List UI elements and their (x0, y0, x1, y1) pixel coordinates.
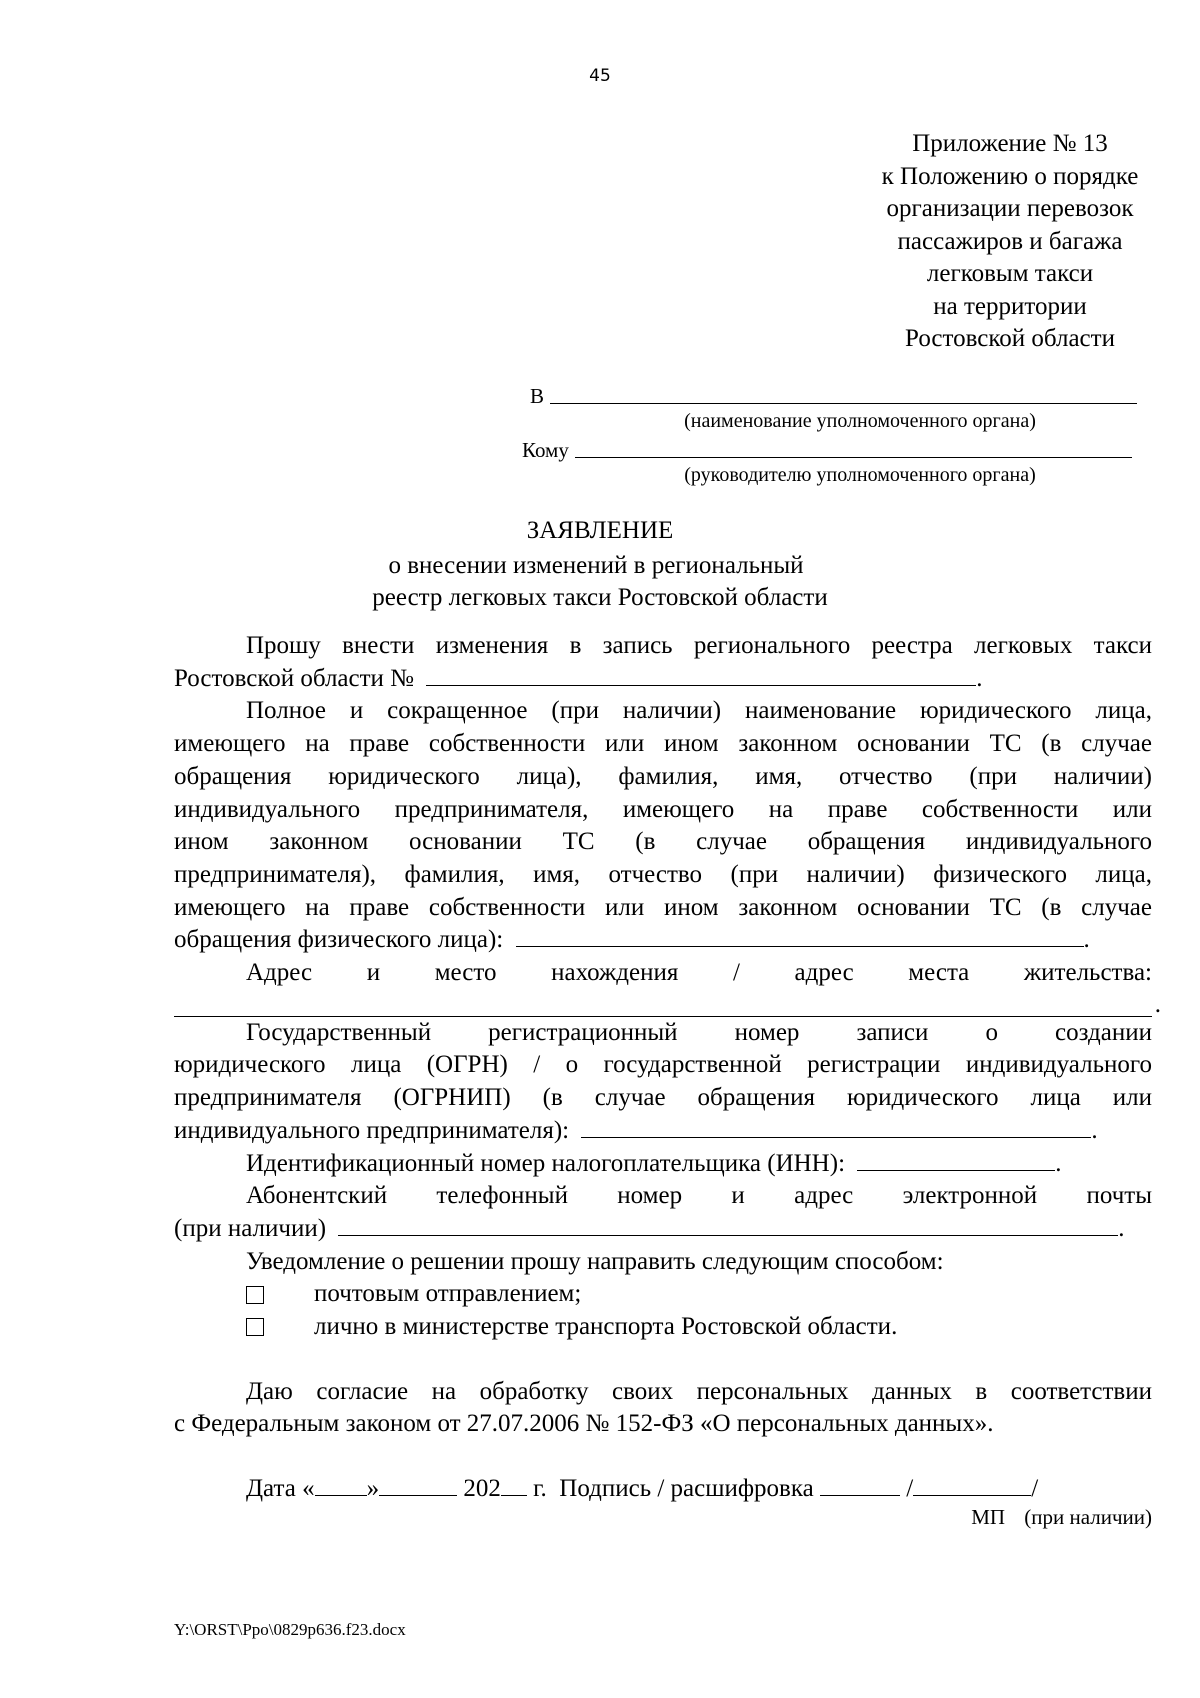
appendix-line: Приложение № 13 (912, 130, 1108, 157)
text-line: индивидуального предпринимателя, имеющего на праве собственности или (174, 795, 1152, 823)
to-field (530, 384, 1137, 409)
day-blank[interactable] (315, 1477, 367, 1496)
to-blank[interactable] (550, 403, 1137, 404)
transcript-blank[interactable] (913, 1477, 1031, 1496)
text-line: Абонентский телефонный номер и адрес электронной почты (246, 1182, 1152, 1210)
title-line: о внесении изменений в региональный (388, 552, 804, 579)
ogrn-line: индивидуального предпринимателя): . (174, 1116, 1098, 1144)
to-caption: (наименование уполномоченного органа) (684, 410, 1036, 432)
whom-caption: (руководителю уполномоченного органа) (684, 464, 1036, 486)
inn-blank[interactable] (857, 1152, 1055, 1171)
text-line: обращения юридического лица), фамилия, имя, отчество (при наличии) (174, 762, 1152, 790)
stamp-label: МП (971, 1504, 1006, 1529)
stamp-row (174, 1504, 1152, 1530)
whom-blank[interactable] (575, 457, 1132, 458)
address-blank[interactable]: . (174, 990, 1152, 1017)
text-line: предпринимателя (ОГРНИП) (в случае обращения юридического лица или (174, 1084, 1152, 1112)
appendix-line: к Положению о порядке (881, 162, 1139, 190)
text-line: Полное и сокращенное (при наличии) наименование юридического лица, (246, 697, 1152, 725)
date-signature-row: Дата « » 202 г. Подпись / расшифровка / / (246, 1475, 1039, 1503)
registry-number-line: Ростовской области № . (174, 664, 983, 692)
phone-line: (при наличии) . (174, 1214, 1125, 1242)
option-in-person: лично в министерстве транспорта Ростовской области. (174, 1311, 1152, 1344)
title-line: реестр легковых такси Ростовской области (372, 584, 828, 611)
to-label: В (530, 384, 545, 408)
document-title (0, 512, 1200, 614)
appendix-header (810, 128, 1200, 356)
whom-label: Кому (522, 438, 569, 462)
option-mail: почтовым отправлением; (174, 1278, 1152, 1311)
text-line: имеющего на праве собственности или ином законном основании ТС (в случае (174, 893, 1152, 921)
text-line: Прошу внести изменения в запись регионального реестра легковых такси (246, 632, 1152, 659)
phone-email-blank[interactable] (338, 1217, 1118, 1236)
appendix-line: на территории (933, 292, 1087, 320)
consent-line: с Федеральным законом от 27.07.2006 № 152-ФЗ «О персональных данных». (174, 1410, 994, 1438)
appendix-line: Ростовской области (905, 325, 1115, 352)
year-blank[interactable] (501, 1477, 527, 1496)
text-line: Адрес и место нахождения / адрес места жительства: (246, 959, 1152, 987)
inn-line: Идентификационный номер налогоплательщика (ИНН): . (246, 1149, 1062, 1177)
month-blank[interactable] (379, 1477, 457, 1496)
appendix-line: легковым такси (926, 260, 1094, 287)
notify-label: Уведомление о решении прошу направить следующим способом: (246, 1247, 944, 1275)
text-line: ином законном основании ТС (в случае обращения индивидуального (174, 828, 1152, 856)
appendix-line: организации перевозок (886, 195, 1134, 222)
stamp-note: (при наличии) (1024, 1504, 1152, 1529)
text-line: предпринимателя), фамилия, имя, отчество (при наличии) физического лица, (174, 860, 1152, 888)
checkbox-mail[interactable] (246, 1286, 264, 1304)
signature-blank[interactable] (820, 1477, 900, 1496)
whom-field (522, 438, 1132, 463)
text-line: Государственный регистрационный номер записи о создании (246, 1018, 1152, 1046)
owner-name-line: обращения физического лица): . (174, 926, 1090, 954)
file-path-footer: Y:\ORST\Ppo\0829p636.f23.docx (174, 1620, 406, 1639)
title-main: ЗАЯВЛЕНИЕ (526, 517, 674, 544)
owner-name-blank[interactable] (516, 928, 1084, 947)
text-line: имеющего на праве собственности или ином законном основании ТС (в случае (174, 730, 1152, 758)
checkbox-in-person[interactable] (246, 1318, 264, 1336)
ogrn-blank[interactable] (581, 1119, 1091, 1138)
document-body (174, 630, 1161, 1530)
consent-line: Даю согласие на обработку своих персональных данных в соответствии (246, 1377, 1152, 1405)
registry-number-blank[interactable] (426, 667, 976, 686)
appendix-line: пассажиров и багажа (897, 227, 1123, 255)
text-line: юридического лица (ОГРН) / о государственной регистрации индивидуального (174, 1051, 1152, 1079)
page-number: 45 (589, 66, 611, 86)
